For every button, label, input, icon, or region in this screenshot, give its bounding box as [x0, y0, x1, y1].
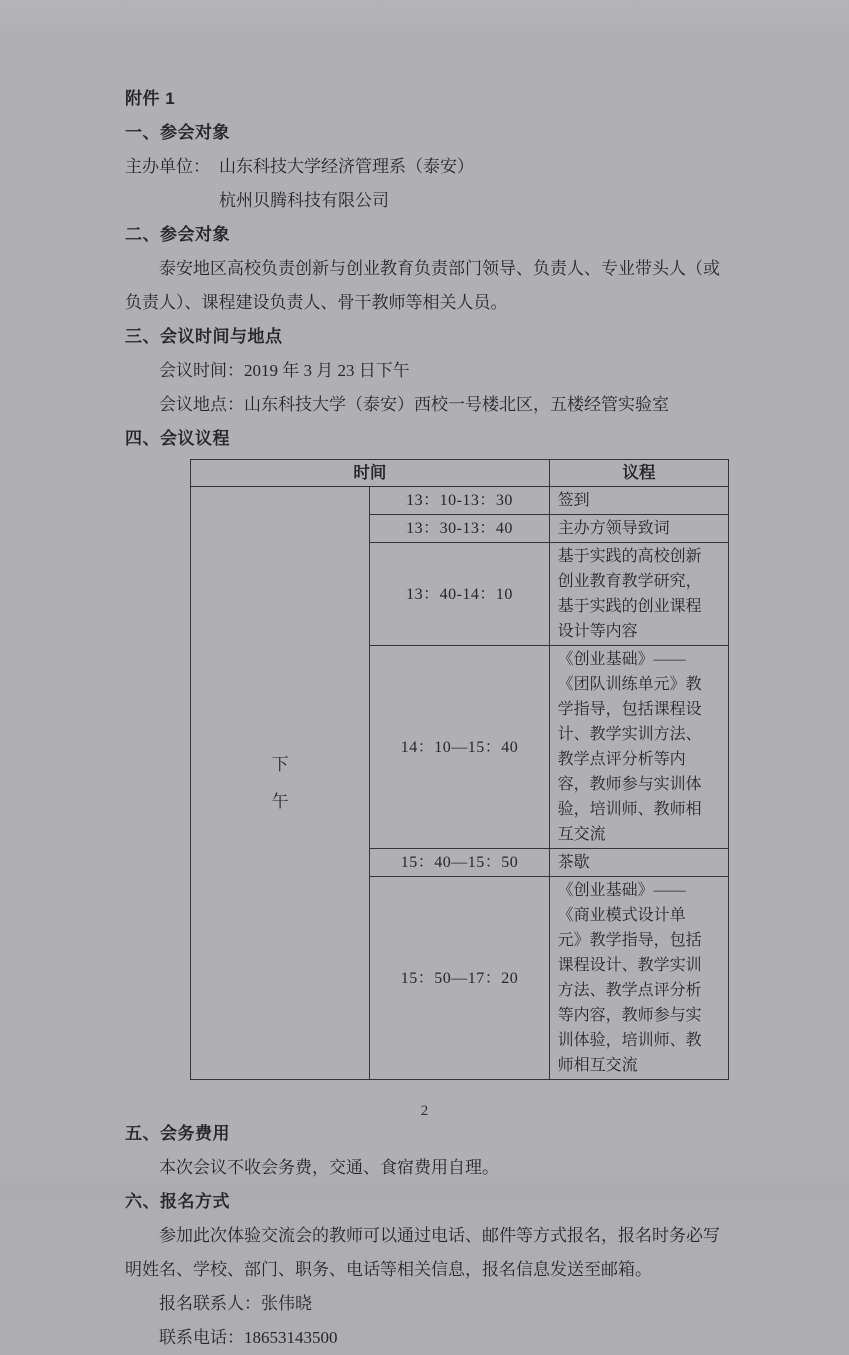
section-3-heading: 三、会议时间与地点: [125, 327, 283, 346]
section-2-line-1: 泰安地区高校负责创新与创业教育负责部门领导、负责人、专业带头人（或: [159, 259, 720, 278]
meeting-place-line: 会议地点：山东科技大学（泰安）西校一号楼北区，五楼经管实验室: [159, 395, 669, 414]
agenda-item-6: 《创业基础》——《商业模式设计单元》教学指导，包括课程设计、教学实训方法、教学点评分析等内容，教师参与实训体验，培训师、教师相互交流: [549, 877, 728, 1080]
agenda-table: [190, 459, 729, 1080]
host-organizations: [125, 150, 733, 218]
host-name-2: 杭州贝腾科技有限公司: [219, 191, 389, 210]
section-2-line-2: 负责人）、课程建设负责人、骨干教师等相关人员。: [125, 293, 508, 312]
agenda-item-5: 茶歇: [549, 849, 728, 877]
agenda-item-3: 基于实践的高校创新创业教育教学研究，基于实践的创业课程设计等内容: [549, 543, 728, 646]
section-6-paragraph: [125, 1219, 733, 1287]
agenda-time-1: 13：10-13：30: [370, 487, 549, 515]
page-number: 2: [420, 1103, 429, 1119]
agenda-header-row: [191, 460, 729, 487]
section-1-heading: 一、参会对象: [125, 123, 230, 142]
host-name-1: 山东科技大学经济管理系（泰安）: [219, 157, 474, 176]
contact-phone-line: 联系电话：18653143500: [159, 1328, 338, 1347]
host-label: 主办单位：: [125, 157, 210, 176]
agenda-header-item: 议程: [549, 460, 728, 487]
table-row: [191, 487, 729, 515]
host-names: [219, 150, 474, 218]
agenda-item-2: 主办方领导致词: [549, 515, 728, 543]
attachment-label: 附件 1: [125, 89, 176, 108]
contact-person-line: 报名联系人：张伟晓: [159, 1294, 312, 1313]
agenda-period-cell: [191, 487, 370, 1080]
agenda-period-label: 下午: [271, 755, 289, 811]
document-content: [125, 82, 733, 1355]
section-6-line-1: 参加此次体验交流会的教师可以通过电话、邮件等方式报名，报名时务必写: [159, 1226, 720, 1245]
section-6-heading: 六、报名方式: [125, 1192, 230, 1211]
agenda-item-1: 签到: [549, 487, 728, 515]
agenda-item-4: 《创业基础》——《团队训练单元》教学指导，包括课程设计、教学实训方法、教学点评分析等内容，教师参与实训体验，培训师、教师相互交流: [549, 646, 728, 849]
agenda-time-3: 13：40-14：10: [370, 543, 549, 646]
agenda-time-2: 13：30-13：40: [370, 515, 549, 543]
agenda-time-6: 15：50—17：20: [370, 877, 549, 1080]
section-2-heading: 二、参会对象: [125, 225, 230, 244]
agenda-time-4: 14：10—15：40: [370, 646, 549, 849]
agenda-header-time: 时间: [191, 460, 550, 487]
agenda-time-5: 15：40—15：50: [370, 849, 549, 877]
section-5-heading: 五、会务费用: [125, 1124, 230, 1143]
meeting-time-line: 会议时间：2019 年 3 月 23 日下午: [159, 361, 410, 380]
section-6-line-2: 明姓名、学校、部门、职务、电话等相关信息，报名信息发送至邮箱。: [125, 1260, 652, 1279]
section-5-body: 本次会议不收会务费，交通、食宿费用自理。: [159, 1158, 499, 1177]
section-2-paragraph: [125, 252, 733, 320]
section-4-heading: 四、会议议程: [125, 429, 230, 448]
